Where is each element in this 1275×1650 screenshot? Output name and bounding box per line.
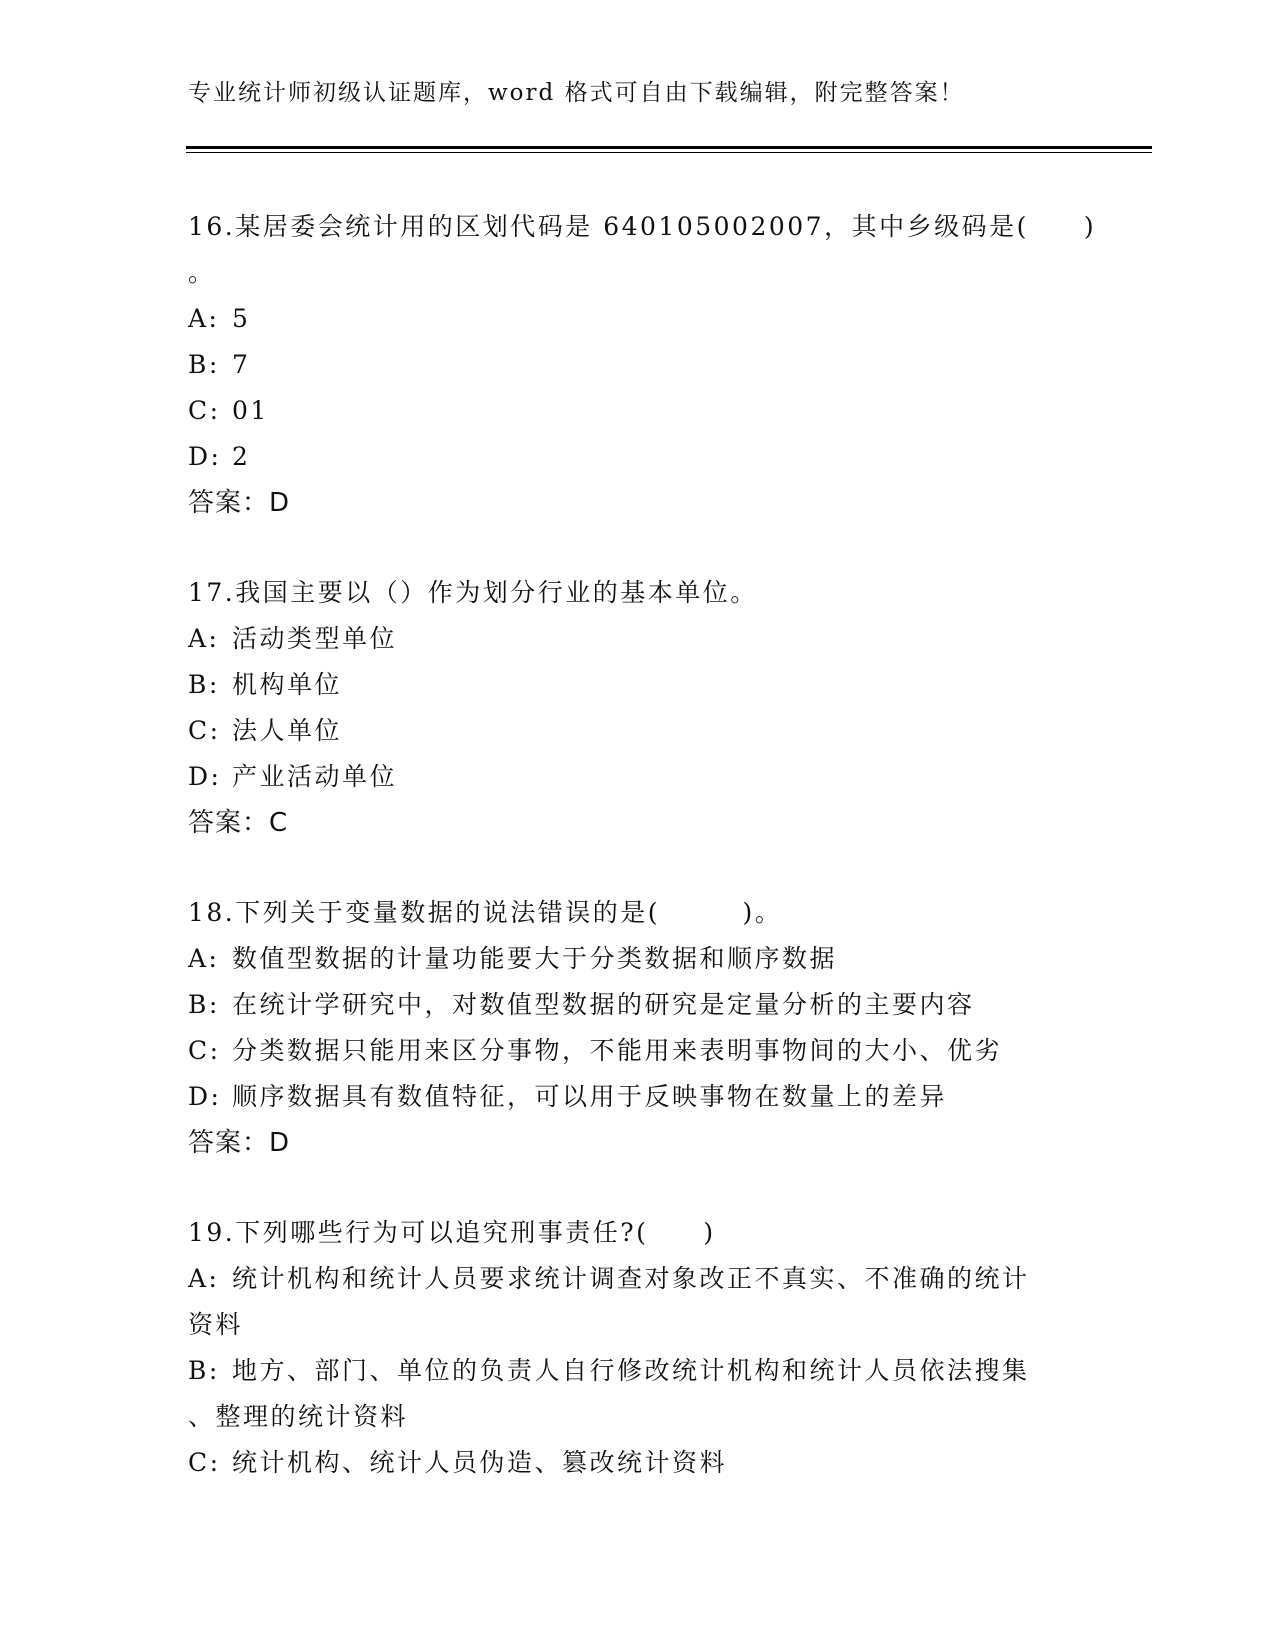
option-a (188, 1256, 1088, 1302)
option-text: 在统计学研究中，对数值型数据的研究是定量分析的主要内容 (232, 990, 975, 1019)
option-text: 01 (232, 396, 269, 425)
answer-label: 答案：D (188, 1128, 291, 1158)
option-text: 机构单位 (232, 670, 343, 699)
option-a (188, 296, 1088, 342)
option-key: B: (188, 350, 220, 379)
option-d (188, 1074, 1088, 1120)
option-a (188, 616, 1088, 662)
option-d (188, 434, 1088, 480)
option-d (188, 754, 1088, 800)
question-stem-continued: 。 (188, 258, 216, 287)
option-a (188, 936, 1088, 982)
option-text: 统计机构、统计人员伪造、篡改统计资料 (232, 1448, 728, 1477)
header-divider-thin (186, 152, 1152, 153)
answer-label: 答案：C (188, 808, 289, 838)
option-key: B: (188, 990, 220, 1019)
option-text: 分类数据只能用来区分事物，不能用来表明事物间的大小、优劣 (232, 1036, 1003, 1065)
option-c (188, 388, 1088, 434)
option-text: 7 (232, 350, 251, 379)
option-key: D: (188, 762, 222, 791)
option-c (188, 1028, 1088, 1074)
option-text: 地方、部门、单位的负责人自行修改统计机构和统计人员依法搜集 (232, 1356, 1030, 1385)
question-list (188, 204, 1097, 1530)
option-b (188, 1348, 1088, 1394)
question-stem: 17.我国主要以（）作为划分行业的基本单位。 (188, 578, 758, 607)
page-header: 专业统计师初级认证题库，word 格式可自由下载编辑，附完整答案！ (188, 80, 965, 106)
option-b (188, 342, 1088, 388)
answer-label: 答案：D (188, 488, 291, 518)
question-stem: 16.某居委会统计用的区划代码是 640105002007，其中乡级码是( ) (188, 212, 1097, 241)
header-divider-thick (186, 146, 1152, 149)
option-text: 法人单位 (232, 716, 343, 745)
option-key: A: (188, 1264, 220, 1293)
option-text: 活动类型单位 (232, 624, 398, 653)
option-b (188, 662, 1088, 708)
option-text: 顺序数据具有数值特征，可以用于反映事物在数量上的差异 (232, 1082, 948, 1111)
option-text: 产业活动单位 (232, 762, 398, 791)
option-text: 统计机构和统计人员要求统计调查对象改正不真实、不准确的统计 (232, 1264, 1030, 1293)
option-key: D: (188, 442, 222, 471)
option-text: 2 (232, 442, 251, 471)
option-key: B: (188, 1356, 220, 1385)
option-key: A: (188, 944, 220, 973)
option-key: C: (188, 396, 221, 425)
option-key: C: (188, 1036, 221, 1065)
question-stem: 19.下列哪些行为可以追究刑事责任?( ) (188, 1218, 716, 1247)
option-key: D: (188, 1082, 222, 1111)
option-key: B: (188, 670, 220, 699)
question-18 (188, 890, 1088, 1166)
option-key: A: (188, 304, 220, 333)
option-c (188, 708, 1088, 754)
option-text: 数值型数据的计量功能要大于分类数据和顺序数据 (232, 944, 838, 973)
option-c (188, 1440, 1088, 1486)
question-stem: 18.下列关于变量数据的说法错误的是( )。 (188, 898, 783, 927)
option-b-continued: 、整理的统计资料 (188, 1402, 409, 1431)
option-text: 5 (232, 304, 251, 333)
option-a-continued: 资料 (188, 1310, 244, 1339)
option-key: C: (188, 716, 221, 745)
option-key: A: (188, 624, 220, 653)
option-b (188, 982, 1088, 1028)
option-key: C: (188, 1448, 221, 1477)
question-19 (188, 1210, 1088, 1486)
question-17 (188, 570, 1088, 846)
question-16 (188, 204, 1097, 526)
